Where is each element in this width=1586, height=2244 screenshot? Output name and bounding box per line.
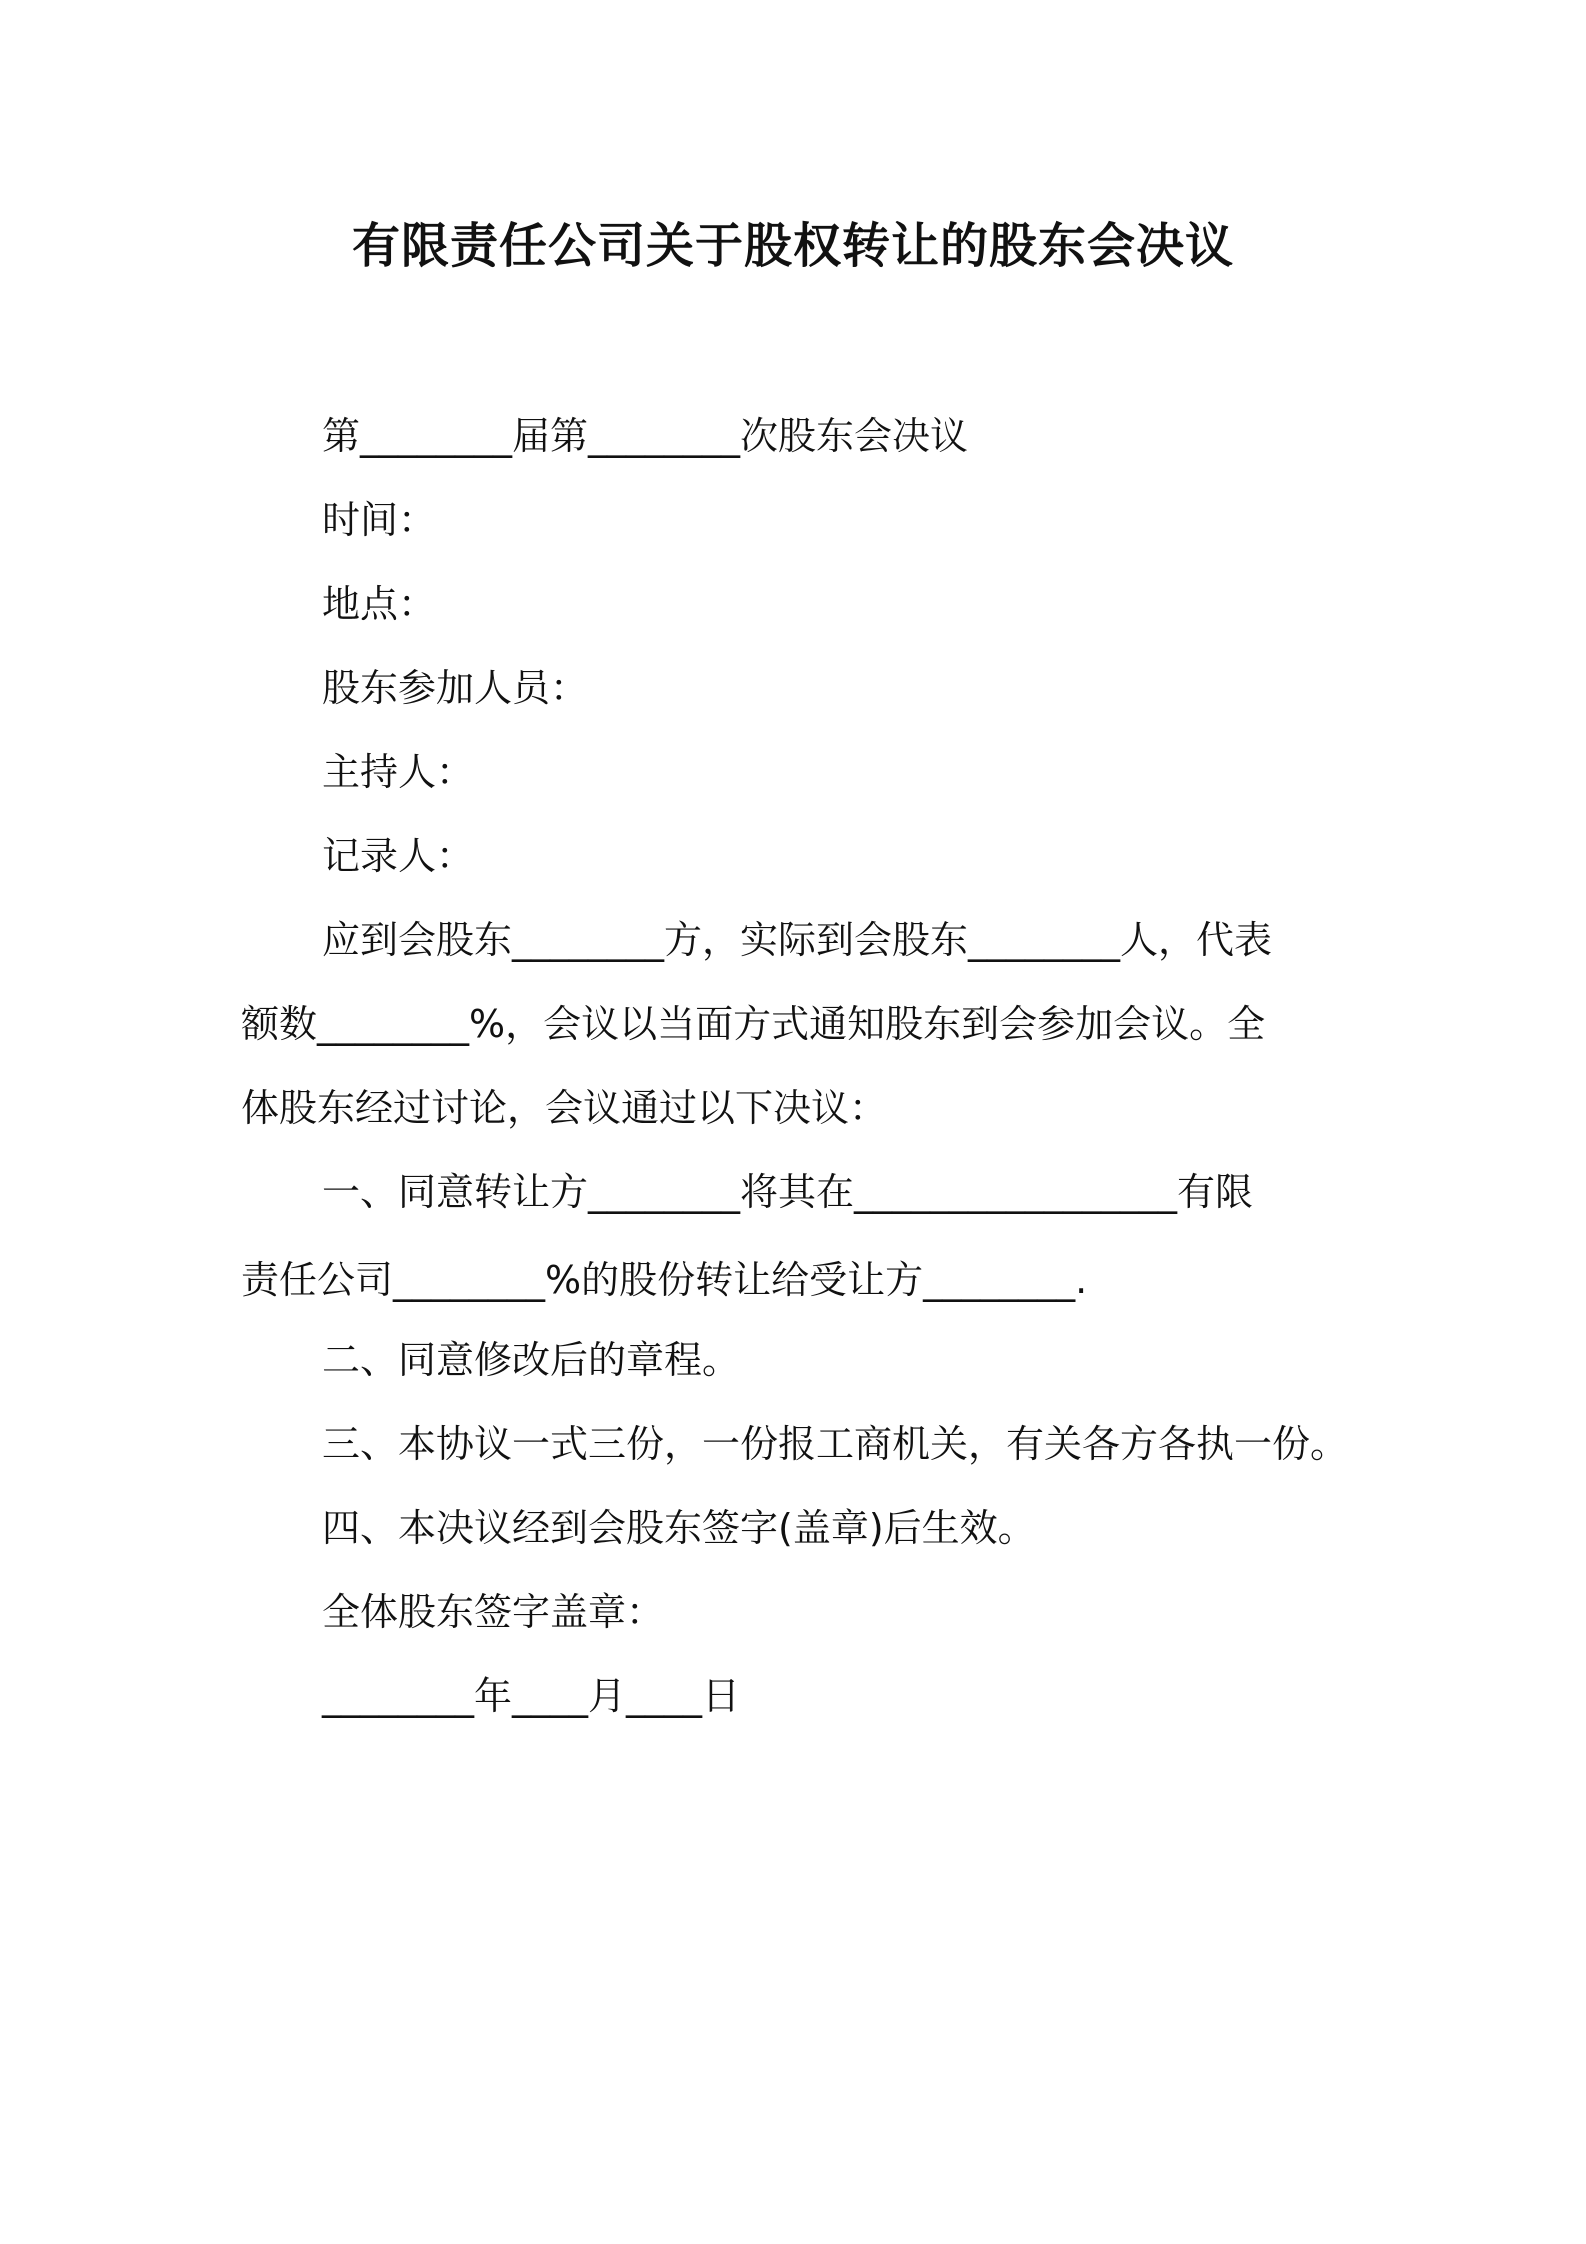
shareholder-signature-label: 全体股东签字盖章： — [322, 1590, 665, 1634]
attendance-paragraph-line-3: 体股东经过讨论，会议通过以下决议： — [241, 1086, 888, 1130]
time-line: 时间： — [322, 498, 437, 542]
host-line: 主持人： — [322, 750, 475, 794]
resolution-three: 三、本协议一式三份，一份报工商机关，有关各方各执一份。 — [322, 1422, 1349, 1466]
meeting-number-line: 第________届第________次股东会决议 — [322, 414, 969, 458]
document-title: 有限责任公司关于股权转让的股东会决议 — [351, 218, 1234, 274]
resolution-one-line-2: 责任公司________%的股份转让给受让方________. — [241, 1258, 1088, 1302]
resolution-four: 四、本决议经到会股东签字(盖章)后生效。 — [322, 1506, 1036, 1550]
resolution-two: 二、同意修改后的章程。 — [322, 1338, 741, 1382]
recorder-line: 记录人： — [322, 834, 475, 878]
attendance-paragraph-line-1: 应到会股东________方，实际到会股东________人，代表 — [322, 918, 1273, 962]
resolution-one-line-1: 一、同意转让方________将其在_________________有限 — [322, 1170, 1254, 1214]
date-line: ________年____月____日 — [322, 1674, 741, 1718]
location-line: 地点： — [322, 582, 437, 626]
attendance-paragraph-line-2: 额数________%，会议以当面方式通知股东到会参加会议。全 — [241, 1002, 1266, 1046]
attendees-line: 股东参加人员： — [322, 666, 589, 710]
